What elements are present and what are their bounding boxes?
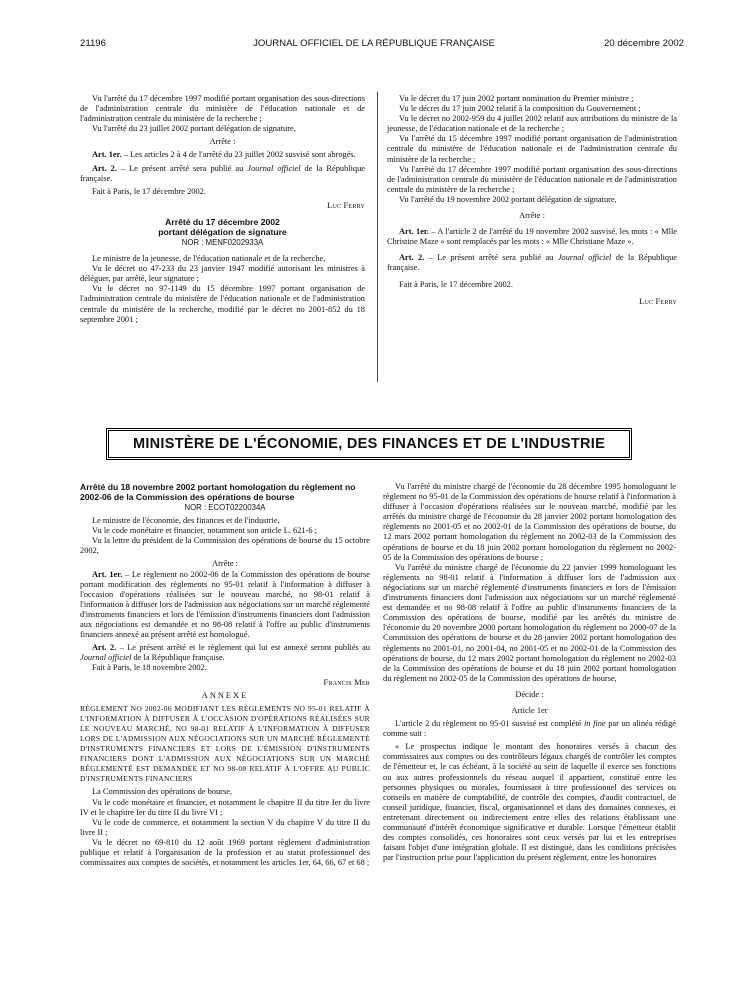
minister-line: Le ministre de la jeunesse, de l'éducation nationale et de la recherche,	[92, 254, 326, 264]
article-2: Art. 2. – Le présent arrêté et le règlement qui lui est annexé seront publiés au Journal officiel de la République française.	[80, 643, 370, 663]
decide-heading: Décide :	[515, 689, 544, 699]
done-at: Fait à Paris, le 18 novembre 2002.	[92, 663, 207, 673]
article-label: Art. 1er.	[92, 150, 122, 160]
article-1: Art. 1er. – Les articles 2 à 4 de l'arrêté du 23 juillet 2002 susvisé sont abrogés.	[92, 150, 356, 160]
decree-title: Arrêté du 18 novembre 2002 portant homologation du règlement no 2002-06 de la Commission des opérations de bourse	[80, 482, 356, 502]
nor-reference: NOR : MENF0202933A	[181, 237, 264, 247]
arrete-heading: Arrête :	[212, 559, 238, 569]
minister-line: Le ministre de l'économie, des finances et de l'industrie,	[92, 516, 280, 526]
article-label: Art. 1er.	[92, 569, 123, 579]
arrete-heading: Arrête :	[209, 137, 236, 147]
column-divider	[377, 92, 378, 382]
visa-paragraph: Vu le décret du 17 juin 2002 portant nomination du Premier ministre ;	[399, 94, 634, 103]
article-paragraph: L'article 2 du règlement no 95-01 susvisé est complété in fine par un alinéa rédigé comme suit :	[383, 719, 676, 739]
top-left-column	[80, 94, 365, 325]
nor-reference: NOR : ECOT0220034A	[184, 503, 266, 512]
visa-paragraph: Vu le code monétaire et financier, et notamment le chapitre II du titre Ier du livre IV et le chapitre Ier du titre II du livre VI ;	[80, 797, 370, 817]
signature: Luc Ferry	[327, 199, 365, 210]
signature: Luc Ferry	[639, 295, 677, 306]
visa-paragraph: Vu l'arrêté du 19 novembre 2002 portant délégation de signature,	[399, 194, 617, 204]
journal-title: JOURNAL OFFICIEL DE LA RÉPUBLIQUE FRANÇAISE	[253, 38, 495, 49]
visa-paragraph: Vu l'arrêté du ministre chargé de l'économie du 22 janvier 1999 homologuant les règlements no 98-01 relatif à l'information à diffuser lors de l'admission aux négociations sur un marché réglementé d'instruments financiers et lors de l'émission d'instruments financiers dont l'admission aux négociations sur un marché réglementé est demandée et no 98-08 relatif à l'offre au public d'instruments financiers de la Commission des opérations de bourse, modifié par les arrêtés du ministre de l'économie du 20 novembre 2000 portant homologation du règlement no 2000-07 de la Commission des opérations de bourse et du 28 janvier 2002 portant homologation des règlements no 2001-01, no 2001-04, no 2001-05 et no 2002-01 de la Commission des opérations de bourse, du 12 mars 2002 portant homologation du règlement no 2002-03 de la Commission des opérations de bourse et du 18 juin 2002 portant homologation du règlement no 2002-05 de la Commission des opérations de bourse,	[383, 562, 676, 683]
article-label: Art. 2.	[399, 253, 425, 263]
ministry-banner: MINISTÈRE DE L'ÉCONOMIE, DES FINANCES ET DE L'INDUSTRIE	[106, 428, 632, 460]
done-at: Fait à Paris, le 17 décembre 2002.	[92, 186, 206, 196]
signature: Francis Mer	[323, 676, 370, 687]
visa-paragraph: Vu l'arrêté du 17 décembre 1997 modifié portant organisation des sous-directions de l'administration centrale du ministère de l'éducation nationale et de l'administration centrale du ministère de la recherche ;	[387, 164, 677, 194]
visa-paragraph: Vu le décret no 2002-959 du 4 juillet 2002 relatif aux attributions du ministre de la jeunesse, de l'éducation nationale et de la recherche ;	[387, 114, 677, 134]
article-1: Art. 1er. – A l'article 2 de l'arrêté du 19 novembre 2002 susvisé, les mots : « Mlle Christine Maze » sont remplacés par les mots : « Mlle Christiane Maze ».	[387, 227, 678, 247]
bottom-right-column	[383, 482, 676, 863]
article-1: Art. 1er. – Le règlement no 2002-06 de la Commission des opérations de bourse portant modification des règlements no 95-01 relatif à l'information à diffuser à l'occasion d'opérations réalisées sur le nouveau marché, no 98-01 relatif à l'information à diffuser lors de l'admission aux négociations sur un marché réglementé d'instruments financiers et lors de l'émission d'instruments financiers dont l'admission aux négociations est demandée et no 98-08 relatif à l'offre au public d'instruments financiers annexé au présent arrêté est homologué.	[80, 569, 371, 640]
article-label: Art. 2.	[92, 643, 117, 653]
article-label: Art. 1er.	[399, 227, 429, 237]
done-at: Fait à Paris, le 17 décembre 2002.	[399, 279, 513, 289]
article-label: Art. 2.	[92, 163, 117, 173]
article-heading: Article 1er	[511, 705, 548, 715]
visa-paragraph: Vu l'arrêté du 15 décembre 1997 modifié portant organisation de l'administration centrale du ministère de l'éducation nationale et de l'administration centrale du ministère de la recherche ;	[387, 134, 677, 164]
visa-paragraph: Vu l'arrêté du 17 décembre 1997 modifié portant organisation des sous-directions de l'administration centrale du ministère de l'éducation nationale et de l'administration centrale du ministère de la recherche ;	[80, 94, 365, 124]
visa-paragraph: Vu la lettre du président de la Commission des opérations de bourse du 15 octobre 2002,	[80, 536, 370, 556]
commission-line: La Commission des opérations de bourse,	[92, 787, 233, 797]
visa-paragraph: Vu l'arrêté du 23 juillet 2002 portant délégation de signature,	[92, 124, 296, 134]
decree-subtitle: portant délégation de signature	[158, 226, 287, 237]
annexe-title: RÈGLEMENT NO 2002-06 MODIFIANT LES RÈGLEMENTS NO 95-01 RELATIF À L'INFORMATION À DIFFUSER À L'OCCASION D'OPÉRATIONS RÉALISÉES SUR LE NOUVEAU MARCHÉ, NO 98-01 RELATIF À L'INFORMATION À DIFFUSER LORS DE L'ADMISSION AUX NÉGOCIATIONS SUR UN MARCHÉ RÉGLEMENTÉ D'INSTRUMENTS FINANCIERS ET LORS DE L'ÉMISSION D'INSTRUMENTS FINANCIERS DONT L'ADMISSION AUX NÉGOCIATIONS SUR UN MARCHÉ RÉGLEMENTÉ EST DEMANDÉE ET NO 98-08 RELATIF À L'OFFRE AU PUBLIC D'INSTRUMENTS FINANCIERS	[80, 703, 370, 784]
bottom-left-column	[80, 482, 370, 868]
issue-date: 20 décembre 2002	[603, 38, 684, 49]
arrete-heading: Arrête :	[519, 211, 545, 221]
visa-paragraph: Vu le décret no 69-810 du 12 août 1969 portant règlement d'administration publique et relatif à l'organisation de la profession et au statut professionnel des commissaires aux comptes de sociétés, et notamment les articles 1er, 64, 66, 67 et 68 ;	[80, 837, 370, 868]
prospectus-paragraph: « Le prospectus indique le montant des honoraires versés à chacun des commissaires aux comptes ou des contrôleurs légaux chargés de contrôler les comptes de l'émetteur et, le cas échéant, à la société au sein de laquelle il exerce ses fonctions ou aux autres professionnels du réseau auquel il appartient, constitué entre les personnes physiques ou morales, fournissant à titre professionnel des services ou conseils en matière de comptabilité, de contrôle des comptes, d'audit contractuel, de conseil juridique, financier, fiscal, organisationnel et dans des domaines connexes, et entretenant directement ou indirectement entre elles des relations établissant une communauté d'intérêt économique significative et durable. Lorsque l'émetteur établit des comptes consolidés, ces honoraires sont ceux versés par lui et les entreprises faisant l'objet d'une intégration globale. Il est distingué, dans les conditions précisées par l'instruction prise pour l'application du présent règlement, entre les honoraires	[383, 742, 676, 863]
article-2: Art. 2. – Le présent arrêté sera publié au Journal officiel de la République française.	[387, 253, 678, 273]
visa-paragraph: Vu le code de commerce, et notamment la section V du chapitre V du titre II du livre II ;	[80, 817, 370, 837]
visa-paragraph: Vu l'arrêté du ministre chargé de l'économie du 28 décembre 1995 homologuant le règlement no 95-01 de la Commission des opérations de bourse relatif à l'information à diffuser à l'occasion d'opérations réalisées sur le nouveau marché, modifié par les arrêtés du ministre chargé de l'économie du 28 janvier 2002 portant homologation des règlements no 2001-05 et no 2002-01 de la Commission des opérations de bourse, du 12 mars 2002 portant homologation du règlement no 2002-03 de la Commission des opérations de bourse et du 18 juin 2002 portant homologation du règlement no 2002-05 de la Commission des opérations de bourse ;	[383, 482, 676, 562]
annexe-heading: ANNEXE	[201, 690, 249, 700]
visa-paragraph: Vu le décret du 17 juin 2002 relatif à la composition du Gouvernement ;	[399, 104, 641, 114]
decree-title: Arrêté du 17 décembre 2002	[165, 216, 280, 227]
top-right-column	[387, 94, 677, 307]
visa-paragraph: Vu le décret no 47-233 du 23 janvier 1947 modifié autorisant les ministres à déléguer, par arrêté, leur signature ;	[80, 264, 365, 284]
article-2: Art. 2. – Le présent arrêté sera publié au Journal officiel de la République française.	[80, 163, 365, 183]
page-number: 21196	[80, 38, 106, 49]
visa-paragraph: Vu le code monétaire et financier, notamment son article L. 621-6 ;	[92, 526, 317, 536]
page-header	[0, 38, 748, 52]
visa-paragraph: Vu le décret no 97-1149 du 15 décembre 1997 portant organisation de l'administration centrale du ministère de l'éducation nationale et de l'administration centrale du ministère de la recherche, modifié par le décret no 2001-852 du 18 septembre 2001 ;	[80, 284, 365, 324]
